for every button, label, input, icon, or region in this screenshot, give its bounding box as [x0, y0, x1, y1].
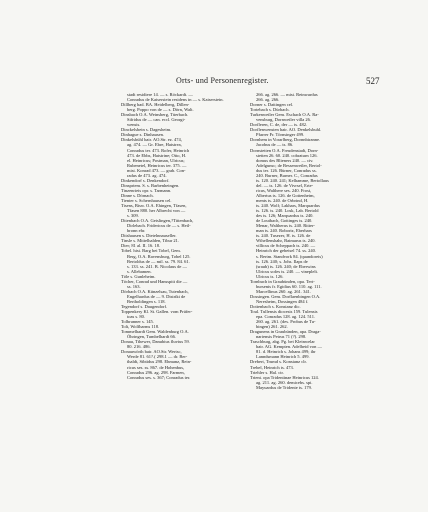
index-entry: Dinsbach O.A. Weinsberg, Tüerbach. [121, 112, 189, 118]
index-entry: mist. Konrad 473. — grab. Con- [127, 167, 186, 173]
index-entry: 266. ag. 266. [256, 97, 280, 103]
index-entry: Sifridus de — can. eccl. Georgi- [127, 117, 186, 123]
index-entry: Tortebach s. Dürbach. [250, 107, 290, 113]
index-entry: Lanndsmann Heinrich 5. 499. [256, 354, 310, 360]
index-entry: thaldt, Sibtidus 298. Ehmanz, Rein- [127, 359, 192, 365]
index-entry: s. Allebamen. [127, 268, 152, 274]
index-entry: Tolbrunner s. 145. [121, 319, 154, 325]
index-entry: wensis. [127, 122, 141, 128]
index-entry: 260. ag. 261. (des. Probus de Tu- [256, 319, 316, 325]
index-entry: Dornhem in Vorarlberg, Dornnbiranne. [250, 137, 321, 143]
index-entry: Drebert, Trumd s. Konstanz clr. [250, 359, 307, 365]
index-entry: Töle s. Gunleheim. [121, 273, 156, 279]
index-entry: Dinspriem. S. s. Barbenheingen. [121, 182, 180, 188]
index-entry: Dirlebach. Fridericus de — s. Heil- [127, 223, 191, 229]
index-entry: Dier; 81 al. II. 16. 18. [121, 243, 161, 249]
index-entry: Tinzenrieis opr. s. Tarmann. [121, 187, 172, 193]
index-entry: Tegendorf s. Daugendorf. [121, 303, 168, 309]
index-entry: Berg, O.A. Ravensburg, Tobel 125. [127, 253, 191, 259]
index-entry: dus ter. 126. Bürner, Conradus ss. [256, 167, 317, 173]
index-entry: ts. 126. 240; s. Johs. Ilaps de [256, 258, 308, 264]
index-entry: s. Bertm. Standvork 84. (quandoreis) [256, 253, 323, 259]
index-entry: Ditshausen s. Dietelnnauseller. [121, 233, 177, 239]
index-entry: bair. AG. Kempten. Adelheid von — [256, 344, 322, 350]
index-entry: Dorflenwensten hair. AO. Denkelsbuhl. [250, 127, 322, 133]
index-entry: (sraub) ts. 126. 240; de Eberwins [256, 263, 316, 269]
running-title: Orts- und Personenregister. [176, 76, 269, 85]
index-entry: ts. 120. 240. 241; Kelhamme, Bertollaus [256, 177, 329, 183]
index-entry: bursenis fr. Egidius 60. 110. ag. 111. [256, 283, 322, 289]
index-entry: stadt residiere 14. — s. Röckardt. — [127, 92, 193, 97]
index-entry: Tornbuch in Graubünden, opa. Tert- [250, 278, 315, 284]
index-entry: Albertus ts. 126. de Gottenheim, [256, 192, 315, 198]
index-entry: Rubenetel, Heinricus ter. 375. — [127, 162, 187, 168]
index-entry: 80. 216. 486. [127, 344, 151, 350]
index-entry: Traschburg, abg. Pg. bei Kleinwelar [250, 339, 315, 345]
index-entry: Dottenbach s. Konstanz dic. [250, 303, 301, 309]
index-entry: radus de 473. ag. 474. [127, 172, 167, 178]
page-number: 527 [366, 76, 380, 86]
index-entry: Conradus de Kaiserstein residens in — s. Kaiserstein. [127, 97, 224, 103]
index-entry: Dossingen. Gem. Dorflaenbingen O.A. [250, 293, 321, 299]
index-entry: Pfarrer Fr. Törnsinger 499. [256, 132, 305, 138]
index-entry: Conradus 296. ag. 298. Farmen, [127, 369, 185, 375]
index-entry: ag. 211. ag. 260. demicebs. spi. [256, 379, 313, 385]
index-entry: berg. Poppo von de — s. Dörn, Walt. [127, 107, 194, 113]
index-entry: 266. ag. 266. — mist. Reinwardus [256, 92, 318, 97]
index-entry: ricus ses. ss. 867. de Hohenbus, [127, 364, 185, 370]
left-column [121, 92, 241, 497]
index-entry: del. — ts. 126. de Vivrsel, Erte- [256, 182, 314, 188]
index-entry: Heinrich der gebeisel 74. ss. 240. [256, 248, 316, 254]
index-entry: Tobel. hist. Barg bei Tobel, Gem. [121, 248, 181, 254]
index-entry: Toppenkery Kl. St. Gallen. vom Prüfer- [121, 309, 193, 315]
index-entry: toas s. 80. [127, 314, 145, 320]
index-entry: Conradus ter. 473. Rofer, Heinrich [127, 147, 190, 153]
index-entry: villicus de Scheppach ts. 240. — [256, 243, 316, 249]
index-entry: ts. 240. Wolf; Lakhars, Marquardus [256, 203, 320, 209]
index-entry: Conradus ses. s. 367; Conradus ter. [127, 374, 191, 380]
index-entry: ts. 240. Tusezer, H. ts. 126. de [256, 233, 311, 239]
index-entry: Dillberg bad. BA. Heidelberg, Dillen- [121, 102, 190, 108]
index-entry: Menar, Waltherus ts. 240. Ritter- [256, 223, 315, 229]
index-entry: ag. 474. — Gr. Ebre, Haistrea, [127, 142, 182, 148]
index-entry: Ditenbach O.A. Geislingen,?Tittenbach, [121, 218, 194, 224]
index-entry: Jacobus de — ts. 86. [256, 142, 294, 148]
index-entry: Ulricus scdes ts. 240. — vineplelt. [256, 268, 318, 274]
index-entry: Tienter s. Schernhausen cel. [121, 197, 172, 203]
page-header [0, 76, 428, 88]
index-entry: s. 309. [127, 213, 139, 219]
index-entry: Dinckelsbein s. Dagesheim. [121, 127, 172, 133]
index-entry: Wihellenshahr, Baimarus ts. 240. [256, 238, 316, 244]
index-entry: stetten 26. 60. 240. cobraturn 126. [256, 152, 318, 158]
index-entry: Donauwörth bair. AO.Str. Wertsc, [121, 349, 182, 355]
index-entry: 81. d. Heinrich s. Johans 499; ihr [256, 349, 316, 355]
index-entry: Dragunens in Graubünden, apa. Draga- [250, 329, 321, 335]
index-entry: Tisens, Bisw. O.A. Ehingen, Tfasen, [121, 203, 187, 209]
index-entry: Tommelhardt Gem. Waldenburg O.A. [121, 329, 189, 335]
index-entry: domus des Blieners 240. — civ. [256, 157, 314, 163]
index-entry: man ts. 240. Roboriz, Eberhars [256, 228, 312, 234]
index-entry: Mayuardus de Tridente ts. 179. [256, 384, 312, 390]
index-entry: Dinne s. Dörnach. [121, 192, 154, 198]
index-entry: Tolt, Wolfharms 118. [121, 324, 160, 330]
index-entry: de Loutbach, Gottinges ts. 240. [256, 218, 313, 224]
index-entry: Turkenweiler Gem. Eschach O.A. Ra- [250, 112, 319, 118]
index-entry: epa. Conradus 128. ag. 124. 511. [256, 314, 316, 320]
index-entry: Dinkelsbühl bair. AO.Str. ez. 474, [121, 137, 182, 143]
index-entry: Dinkendorf s. Denkendorf. [121, 177, 170, 183]
right-column [250, 92, 370, 497]
index-entry: s. 133. ss. 241. B. Nicolaus de — [127, 263, 187, 269]
index-entry: Neresheim, Dossingen 484 f. [256, 298, 309, 304]
index-entry: Tinsle s. Mittelhalden, Tibur 21. [121, 238, 179, 244]
index-entry: Töcher, Conrad und Hansspitt die — [121, 278, 188, 284]
index-entry: Toul. Tullensis diocesis 159. Tulensis [250, 309, 318, 315]
index-entry: bronn ehr. [127, 228, 146, 234]
index-entry: bingen) 261. 262. [256, 324, 288, 330]
index-entry: Marcellinus 260. ag. 261. 341. [256, 288, 311, 294]
index-entry: Engelhardus de — 9. Distrikt de [127, 293, 186, 299]
index-entry: 240. Burner, Burner. C., Conradus [256, 172, 318, 178]
index-entry: ricus, Walthere ses. 240. Frost, [256, 187, 312, 193]
index-entry: Dornstetten O.A. Freudenstadt, Dorn- [250, 147, 319, 153]
index-entry: Trebel, Heinrich ts. 473. [250, 364, 294, 370]
index-entry: Adelgunsc; de Bessenweiler, Bertol- [256, 162, 322, 168]
index-entry: ts. 126. ts. 240. Losk, Lab. Bertold [256, 208, 319, 214]
index-entry: Tfasen 880. her Albrecht von — [127, 208, 186, 214]
index-entry: des ts. 126; Marquardus ts. 240. [256, 213, 314, 219]
index-entry: Öhringen, Tumbelhardt 66. [127, 334, 176, 340]
index-entry: Trient. opa Tridentinae Heinricus 124. [250, 374, 319, 380]
index-entry: Werde 81. 61?.( 298.1 — dr. Ber- [127, 354, 188, 360]
index-entry: Dorfleren, C. de, der — ts. 482. [250, 122, 308, 128]
index-entry: Dorner s. Dattingen cel. [250, 102, 294, 108]
index-entry: nariensis Petrus 71 (?). 298. [256, 334, 307, 340]
index-entry: Bertoldus de — mil. ss. 79. 84. 61. [127, 258, 190, 264]
index-entry: 473. de Ebbs, Haistrine; Otto, H. [127, 152, 187, 158]
index-entry: el. Heinricus; Postman, Ulricus; [127, 157, 185, 163]
index-entry: Dörbach O.A. Künzelsau, Tutenbach, [121, 288, 189, 294]
index-entry: ments ts. 240. de Orbrind, H. [256, 197, 309, 203]
index-entry: Bertholdingen s. 118. [127, 298, 166, 304]
index-entry: Ulricus ts. 126. [256, 273, 284, 279]
index-entry: vensburg, Dornweiler villa 26. [256, 117, 312, 123]
index-entry: ss. 163. [127, 283, 141, 289]
index-entry: Dinhague s. Dinhausen. [121, 132, 164, 138]
index-entry: Donau, Tthewer, Danubius fluvius 59. [121, 339, 190, 345]
index-entry: Triehler s. Hal. ctr. [250, 369, 284, 375]
